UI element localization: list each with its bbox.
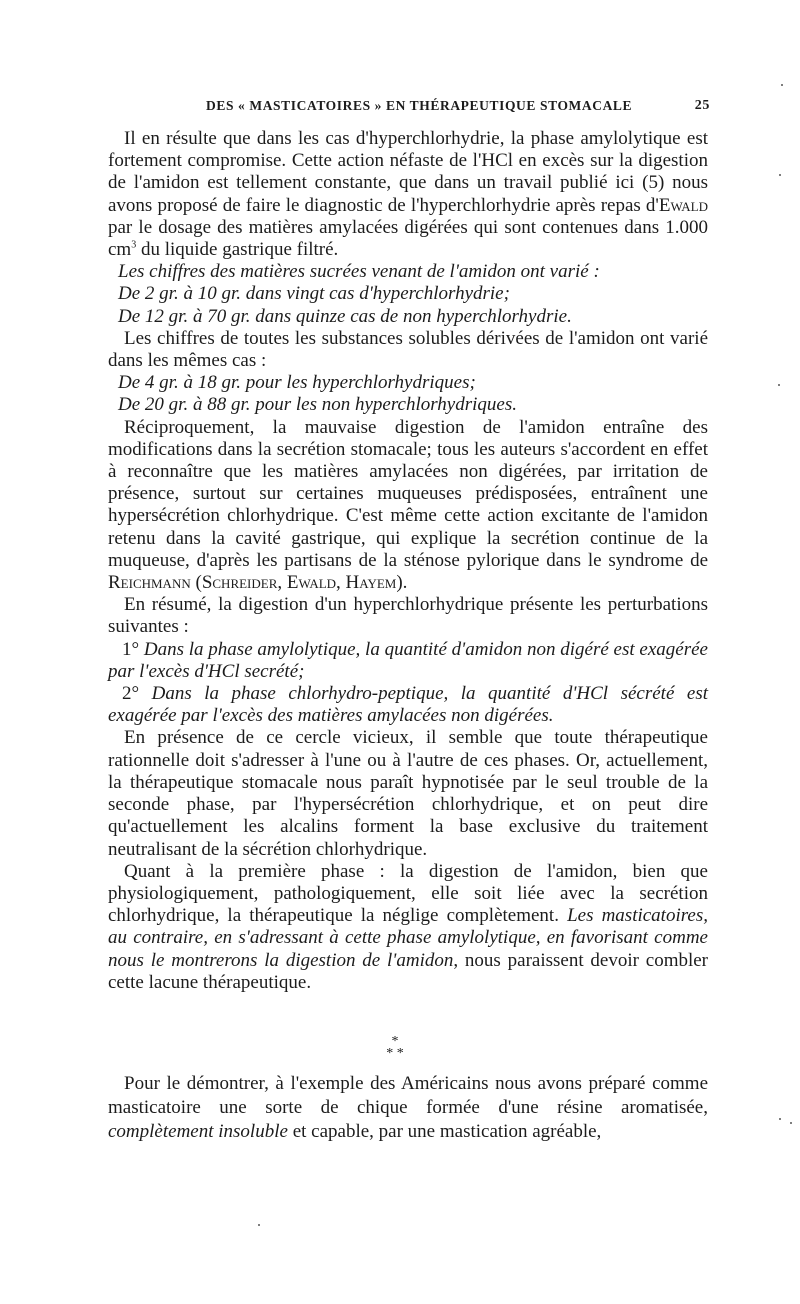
paragraph (108, 128, 708, 261)
author-name: Hayem (345, 572, 397, 594)
text-run: ). (396, 572, 408, 594)
text-run: , (336, 572, 346, 594)
text-run: par le dosage des matières amylacées digérées qui sont contenues dans 1.000 cm (108, 216, 708, 261)
list-number: 1° (122, 638, 140, 660)
list-text: Dans la phase amylolytique, la quantité d'amidon non digéré est exagérée par l'excès d'HCl secrété; (108, 638, 708, 682)
section-asterism (380, 1036, 410, 1060)
paragraph (108, 417, 708, 595)
paragraph: Les chiffres de toutes les substances solubles dérivées de l'amidon ont varié dans les mêmes cas : (108, 327, 708, 372)
italic-line: Les chiffres des matières sucrées venant de l'amidon ont varié : (118, 261, 600, 283)
print-speck (781, 84, 783, 86)
text-run: , nous paraissent devoir combler cette lacune thérapeutique. (108, 949, 709, 993)
superscript: 3 (131, 239, 137, 251)
italic-line: De 4 gr. à 18 gr. pour les hyperchlorhydriques; (118, 372, 476, 394)
paragraph: En présence de ce cercle vicieux, il semble que toute thérapeutique rationnelle doit s'adresser à l'une ou à l'autre de ces phases. Or, actuellement, la thérapeutique stomacale nous paraît hypnotisée par le seul trouble de la seconde phase, par l'hypersécrétion chlorhydrique, et on peut dire qu'actuellement les alcalins forment la base exclusive du traitement neutralisant de la sécrétion chlorhydrique. (108, 727, 708, 860)
print-speck (778, 384, 780, 386)
list-number: 2° (122, 683, 140, 705)
author-name: Ewald (658, 194, 708, 216)
author-name: Schreider (201, 572, 278, 594)
italic-run: complètement insoluble (108, 1121, 288, 1142)
print-speck (790, 1122, 792, 1124)
paragraph (108, 1072, 708, 1144)
text-run: et capable, par une mastication agréable, (287, 1121, 602, 1142)
paragraph: En résumé, la digestion d'un hyperchlorhydrique présente les perturbations suivantes : (108, 594, 708, 638)
print-speck (779, 174, 781, 176)
text-run: Pour le démontrer, à l'exemple des Américains nous avons préparé comme masticatoire une sorte de chique formée d'une résine aromatisée, (108, 1073, 708, 1118)
text-run: , (277, 572, 287, 594)
text-run: Il en résulte que dans les cas d'hyperchlorhydrie, la phase amylolytique est fortement compromise. Cette action néfaste de l'HCl en excès sur la digestion de l'amidon est tellement constante, que dans un travail publié ici (5) nous avons proposé de faire le diagnostic de l'hyperchlorhydrie après repas d' (108, 128, 708, 216)
page-number: 25 (694, 98, 710, 113)
text-run: Réciproquement, la mauvaise digestion de l'amidon entraîne des modifications dans la secrétion stomacale; tous les auteurs s'accordent en effet à reconnaître que les matières amylacées non digérées, par irritation de présence, surtout sur certaines muqueuses prédisposées, entraînent une hypersécrétion chlorhydrique. C'est même cette action excitante de l'amidon retenu dans la cavité gastrique, qui explique la secrétion continue de la muqueuse, d'après les partisans de la sténose pylorique dans le syndrome de (108, 416, 708, 571)
list-item (108, 639, 708, 683)
italic-line: De 2 gr. à 10 gr. dans vingt cas d'hyperchlorhydrie; (118, 283, 510, 305)
body-text-continued (108, 1072, 708, 1144)
print-speck (779, 1118, 781, 1120)
author-name: Ewald (286, 572, 337, 594)
body-text (108, 128, 708, 994)
asterism-top: * (391, 1034, 399, 1049)
text-run: Quant à la première phase : la digestion de l'amidon, bien que physiologiquement, pathologiquement, elle soit liée avec la secrétion chlorhydrique, la thérapeutique la néglige complètement. (108, 860, 708, 927)
asterism-bottom: * * (386, 1046, 404, 1061)
paragraph (108, 861, 708, 994)
list-item (108, 683, 708, 727)
running-head: DES « MASTICATOIRES » EN THÉRAPEUTIQUE STOMACALE (206, 98, 633, 113)
italic-run: Les masticatoires, au contraire, en s'adressant à cette phase amylolytique, en favorisant comme nous le montrerons la digestion de l'amidon (108, 905, 709, 971)
text-run: du liquide gastrique filtré. (136, 239, 339, 261)
italic-line: De 12 gr. à 70 gr. dans quinze cas de non hyperchlorhydrie. (118, 305, 572, 327)
list-text: Dans la phase chlorhydro-peptique, la quantité d'HCl sécrété est exagérée par l'excès des matières amylacées non digérées. (108, 683, 708, 727)
text-run: ( (190, 572, 202, 594)
print-speck (258, 1224, 260, 1226)
italic-line: De 20 gr. à 88 gr. pour les non hyperchlorhydriques. (118, 394, 517, 416)
author-name: Reichmann (108, 572, 191, 594)
